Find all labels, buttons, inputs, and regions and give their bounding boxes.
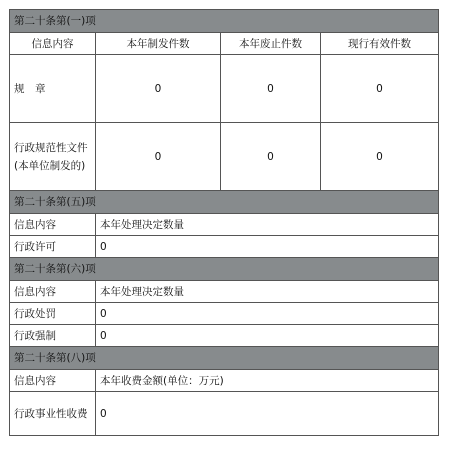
column-header: 本年收费金额(单位：万元) [96, 370, 439, 392]
table-cell: 0 [221, 123, 321, 191]
table-cell: 0 [96, 236, 439, 258]
table-row [10, 325, 439, 347]
column-header: 本年制发件数 [96, 33, 221, 55]
section-header [10, 347, 439, 370]
table-cell: 0 [96, 325, 439, 347]
table-row [10, 392, 439, 436]
table-header-row [10, 214, 439, 236]
table-row [10, 303, 439, 325]
section-header [10, 10, 439, 33]
section-header [10, 191, 439, 214]
row-label: 行政规范性文件(本单位制发的) [10, 123, 96, 191]
column-header: 本年处理决定数量 [96, 281, 439, 303]
disclosure-table [9, 9, 438, 436]
table-cell: 0 [96, 392, 439, 436]
table-row [10, 55, 439, 123]
table-cell: 0 [96, 303, 439, 325]
section-title: 第二十条第(五)项 [10, 191, 439, 214]
section-title: 第二十条第(一)项 [10, 10, 439, 33]
column-header: 信息内容 [10, 370, 96, 392]
table-header-row [10, 33, 439, 55]
row-label: 行政处罚 [10, 303, 96, 325]
row-label: 行政事业性收费 [10, 392, 96, 436]
column-header: 本年处理决定数量 [96, 214, 439, 236]
table-cell: 0 [321, 123, 439, 191]
column-header: 现行有效件数 [321, 33, 439, 55]
section-header [10, 258, 439, 281]
section-title: 第二十条第(六)项 [10, 258, 439, 281]
table-cell: 0 [321, 55, 439, 123]
column-header: 信息内容 [10, 281, 96, 303]
table-header-row [10, 281, 439, 303]
table-cell: 0 [221, 55, 321, 123]
column-header: 信息内容 [10, 214, 96, 236]
section-title: 第二十条第(八)项 [10, 347, 439, 370]
row-label: 行政强制 [10, 325, 96, 347]
table-cell: 0 [96, 55, 221, 123]
column-header: 信息内容 [10, 33, 96, 55]
table-header-row [10, 370, 439, 392]
table-row [10, 236, 439, 258]
row-label: 规 章 [10, 55, 96, 123]
column-header: 本年废止件数 [221, 33, 321, 55]
table-row [10, 123, 439, 191]
row-label: 行政许可 [10, 236, 96, 258]
table-cell: 0 [96, 123, 221, 191]
